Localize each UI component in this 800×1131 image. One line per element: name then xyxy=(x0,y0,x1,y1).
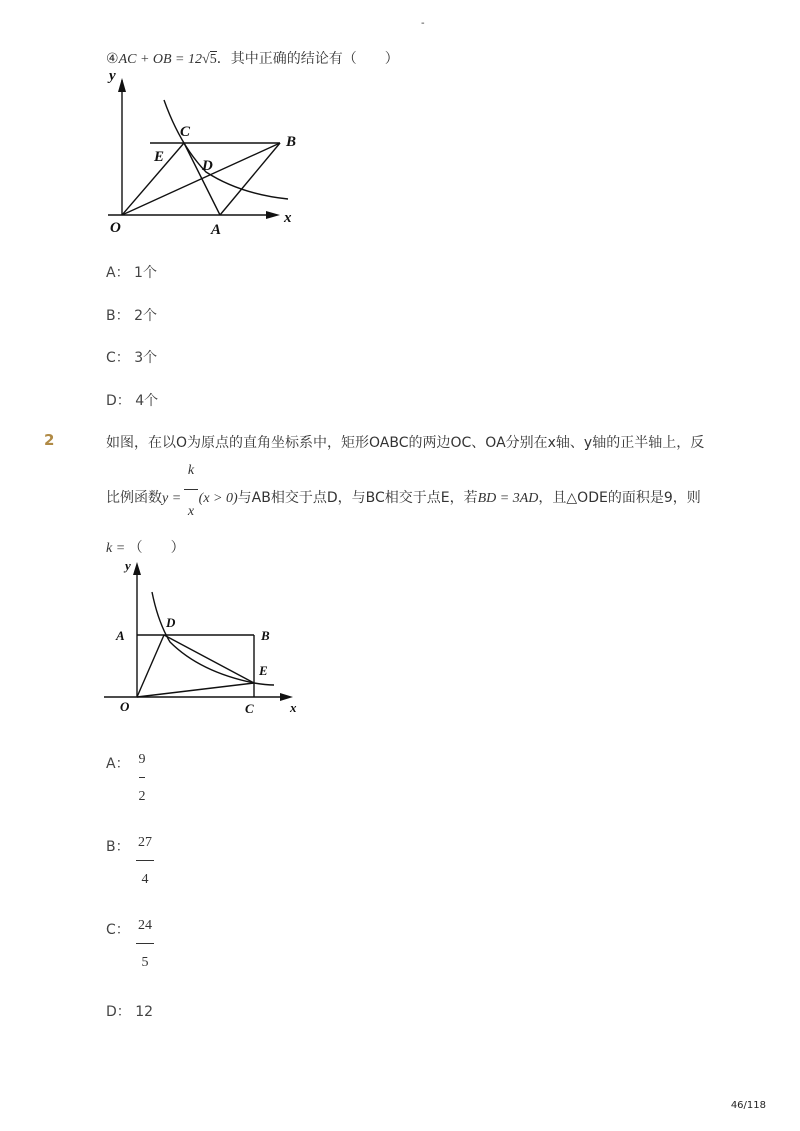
q1-statement-prefix: ④ xyxy=(106,51,119,67)
q2-line-oe xyxy=(137,683,254,697)
q1-label-o: O xyxy=(110,220,121,236)
q2-label-y: y xyxy=(125,558,131,573)
q2-number: 2 xyxy=(44,431,55,449)
q2-line3 xyxy=(106,537,185,557)
fraction-denominator: 5 xyxy=(141,955,149,970)
option-letter: D： xyxy=(106,393,131,409)
q2-line1: 如图，在以O为原点的直角坐标系中，矩形OABC的两边OC、OA分别在x轴、y轴的正半轴上，反 xyxy=(106,435,705,451)
option-letter: D： xyxy=(106,1004,131,1020)
q2-option-c[interactable] xyxy=(106,919,130,939)
q1-label-y: y xyxy=(109,68,116,84)
q1-option-d[interactable] xyxy=(106,390,158,410)
q2-option-d[interactable] xyxy=(106,1001,153,1021)
q1-label-e: E xyxy=(154,149,165,165)
q2-line2-c: ，且△ODE的面积是9，则 xyxy=(538,490,701,506)
option-text: 2个 xyxy=(134,308,157,324)
option-text: 12 xyxy=(135,1004,154,1020)
page-number: 46/118 xyxy=(730,1100,766,1111)
q1-line-oc xyxy=(122,143,184,215)
q2-label-o: O xyxy=(120,699,130,714)
q1-statement: ④AC + OB = 12√5．其中正确的结论有（ ） xyxy=(106,51,399,67)
q2-paren: （ ） xyxy=(128,540,185,556)
q2-func-cond: (x > 0) xyxy=(198,491,238,506)
option-text: 4个 xyxy=(135,393,159,409)
q1-statement-suffix: ．其中正确的结论有（ ） xyxy=(216,51,399,67)
option-letter: A： xyxy=(106,756,130,772)
fraction-denominator: 2 xyxy=(138,789,146,804)
q1-line-ab xyxy=(220,143,280,215)
q1-option-c[interactable] xyxy=(106,347,157,367)
q2-line2-a: 比例函数 xyxy=(106,490,162,506)
q2-line2-b: 与AB相交于点D，与BC相交于点E，若 xyxy=(237,490,478,506)
q2-label-d: D xyxy=(166,615,176,630)
q1-x-arrow-icon xyxy=(266,211,280,219)
q2-k: k = xyxy=(106,541,129,556)
q1-label-b: B xyxy=(286,134,297,150)
q2-func-y: y = xyxy=(162,491,185,506)
q2-label-a: A xyxy=(116,628,125,643)
fraction-numerator: 27 xyxy=(138,835,152,850)
q2-label-x: x xyxy=(290,700,297,715)
q1-hyperbola xyxy=(164,100,288,199)
q1-statement-sqrt: 5 xyxy=(209,52,217,67)
q1-label-c: C xyxy=(180,124,191,140)
option-letter: B： xyxy=(106,308,130,324)
q1-label-a: A xyxy=(211,222,222,238)
q1-line-ob xyxy=(122,143,280,215)
option-letter: A： xyxy=(106,265,130,281)
q1-option-b[interactable] xyxy=(106,305,157,325)
option-letter: C： xyxy=(106,350,130,366)
fraction-numerator: 24 xyxy=(138,918,152,933)
q2-option-c-fraction xyxy=(136,918,154,971)
q2-option-a-fraction xyxy=(136,752,148,805)
q2-line-od xyxy=(137,635,164,697)
fraction-numerator: 9 xyxy=(138,752,146,767)
q2-y-arrow-icon xyxy=(133,562,141,575)
option-letter: B： xyxy=(106,839,130,855)
q2-label-b: B xyxy=(261,628,270,643)
q2-line-de xyxy=(164,635,254,683)
q1-y-arrow-icon xyxy=(118,78,126,92)
q2-line2-eq: BD = 3AD xyxy=(477,491,539,506)
q1-label-d: D xyxy=(202,158,213,174)
q2-frac-num: k xyxy=(187,463,195,478)
q2-func-fraction xyxy=(184,463,198,520)
q2-option-b-fraction xyxy=(136,835,154,888)
q1-label-x: x xyxy=(284,210,292,226)
q2-option-b[interactable] xyxy=(106,836,130,856)
fraction-denominator: 4 xyxy=(141,872,149,887)
option-letter: C： xyxy=(106,922,130,938)
q2-frac-den: x xyxy=(187,504,195,519)
q2-label-e: E xyxy=(259,663,268,678)
q2-option-a[interactable] xyxy=(106,753,130,773)
q1-option-a[interactable] xyxy=(106,262,157,282)
q1-statement-math: AC + OB = 12 xyxy=(118,52,203,67)
option-text: 3个 xyxy=(134,350,158,366)
option-text: 1个 xyxy=(134,265,157,281)
header-dash: - xyxy=(421,18,425,29)
q2-label-c: C xyxy=(245,701,254,716)
